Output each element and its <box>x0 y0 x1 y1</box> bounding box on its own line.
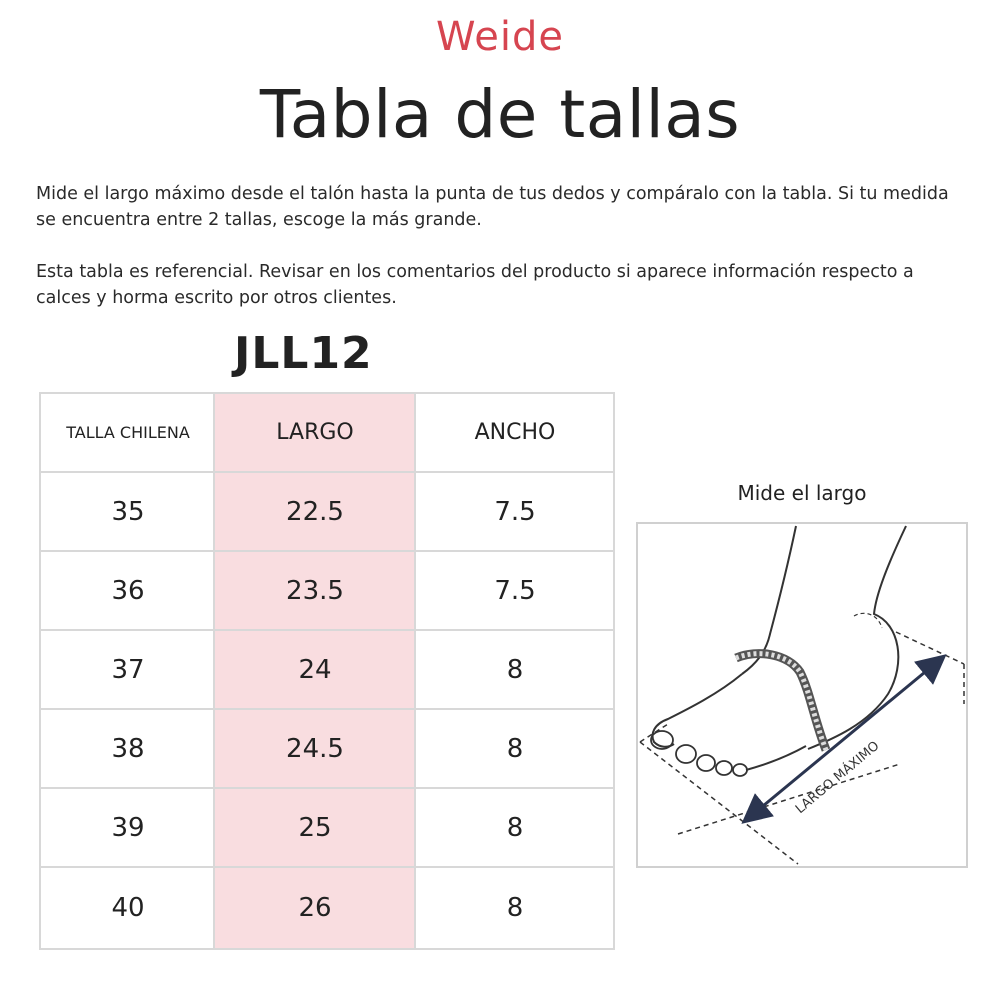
cell-ancho: 7.5 <box>494 575 536 606</box>
header-talla-chilena: TALLA CHILENA <box>66 423 190 442</box>
cell-talla: 35 <box>111 496 145 527</box>
cell-largo: 26 <box>298 892 332 923</box>
cell-largo: 22.5 <box>286 496 344 527</box>
header-largo: LARGO <box>276 420 354 445</box>
header-ancho: ANCHO <box>474 420 556 445</box>
cell-talla: 39 <box>111 812 145 843</box>
table-row <box>41 473 613 552</box>
foot-measure-icon <box>638 524 966 866</box>
page-title: Tabla de tallas <box>259 76 741 153</box>
table-row <box>41 710 613 789</box>
model-code: JLL12 <box>234 328 373 379</box>
table-row <box>41 552 613 631</box>
foot-measure-diagram <box>636 522 968 868</box>
brand-logo: Weide <box>436 14 564 60</box>
cell-largo: 24.5 <box>286 733 344 764</box>
cell-ancho: 8 <box>506 812 524 843</box>
cell-largo: 25 <box>298 812 332 843</box>
cell-talla: 38 <box>111 733 145 764</box>
cell-largo: 24 <box>298 654 332 685</box>
table-row <box>41 789 613 868</box>
cell-talla: 37 <box>111 654 145 685</box>
cell-talla: 36 <box>111 575 145 606</box>
cell-talla: 40 <box>111 892 145 923</box>
table-row <box>41 868 613 947</box>
cell-ancho: 7.5 <box>494 496 536 527</box>
diagram-caption: Mide el largo <box>737 481 867 505</box>
cell-ancho: 8 <box>506 892 524 923</box>
cell-largo: 23.5 <box>286 575 344 606</box>
instruction-paragraph-measure: Mide el largo máximo desde el talón hasta la punta de tus dedos y compáralo con la tabla. Si tu medida se encuentra entre 2 tallas, escoge la más grande. <box>36 184 949 230</box>
largo-maximo-label: LARGO MÁXIMO <box>792 738 883 818</box>
table-row <box>41 631 613 710</box>
instruction-paragraph-reference: Esta tabla es referencial. Revisar en los comentarios del producto si aparece información respecto a calces y horma escrito por otros clientes. <box>36 262 914 308</box>
table-header-row <box>41 394 613 473</box>
size-table <box>39 392 615 950</box>
cell-ancho: 8 <box>506 733 524 764</box>
cell-ancho: 8 <box>506 654 524 685</box>
